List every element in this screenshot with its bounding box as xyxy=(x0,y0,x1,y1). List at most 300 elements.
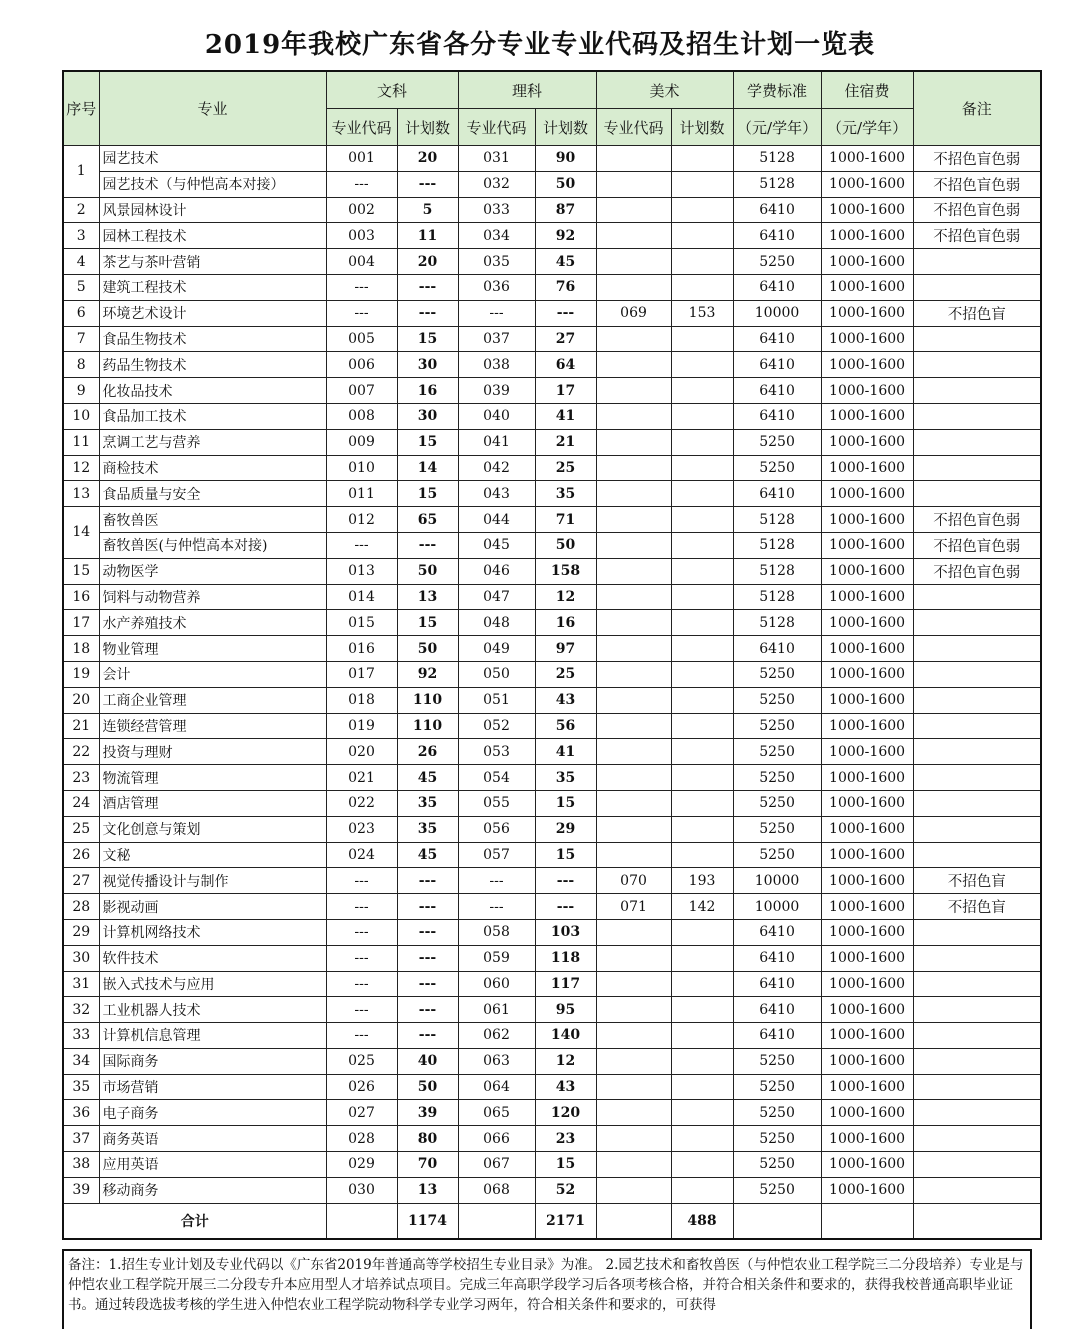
row-like-code: 059 xyxy=(458,945,535,971)
row-major-name: 工商企业管理 xyxy=(99,687,326,713)
row-major-name: 物业管理 xyxy=(99,636,326,662)
row-meishu-plan xyxy=(671,687,733,713)
row-meishu-plan xyxy=(671,223,733,249)
row-major-name: 畜牧兽医(与仲恺高本对接) xyxy=(99,532,326,558)
row-remark: 不招色盲色弱 xyxy=(913,558,1041,584)
row-remark xyxy=(913,765,1041,791)
row-like-plan: 92 xyxy=(535,223,596,249)
row-meishu-plan xyxy=(671,842,733,868)
row-tuition: 5250 xyxy=(733,661,821,687)
row-meishu-code xyxy=(596,352,671,378)
row-remark: 不招色盲 xyxy=(913,894,1041,920)
row-remark xyxy=(913,378,1041,404)
row-lodging: 1000-1600 xyxy=(821,558,913,584)
row-meishu-plan xyxy=(671,945,733,971)
row-seq: 12 xyxy=(63,455,99,481)
row-meishu-code xyxy=(596,1048,671,1074)
row-wenke-code: --- xyxy=(326,532,397,558)
table-row xyxy=(63,945,1041,971)
row-like-code: 060 xyxy=(458,971,535,997)
row-like-plan: 50 xyxy=(535,171,596,197)
row-seq: 24 xyxy=(63,790,99,816)
row-tuition: 6410 xyxy=(733,352,821,378)
table-row xyxy=(63,868,1041,894)
row-remark: 不招色盲色弱 xyxy=(913,197,1041,223)
row-major-name: 计算机信息管理 xyxy=(99,1023,326,1049)
row-seq: 29 xyxy=(63,919,99,945)
row-lodging: 1000-1600 xyxy=(821,765,913,791)
row-major-name: 市场营销 xyxy=(99,1074,326,1100)
row-remark xyxy=(913,971,1041,997)
row-tuition: 6410 xyxy=(733,1023,821,1049)
row-major-name: 国际商务 xyxy=(99,1048,326,1074)
row-tuition: 6410 xyxy=(733,919,821,945)
row-like-plan: 95 xyxy=(535,997,596,1023)
row-lodging: 1000-1600 xyxy=(821,1152,913,1178)
row-like-code: 065 xyxy=(458,1100,535,1126)
row-wenke-plan: 5 xyxy=(397,197,458,223)
row-seq: 8 xyxy=(63,352,99,378)
header-wenke-plan: 计划数 xyxy=(397,109,458,146)
notes-box: 备注：1.招生专业计划及专业代码以《广东省2019年普通高等学校招生专业目录》为准。 2.园艺技术和畜牧兽医（与仲恺农业工程学院三二分段培养）专业是与仲恺农业工程学院开展三二分段专升本应用型人才培养试点项目。完成三年高职学段学习后各项考核合格，并符合相关条件和要求的，获得我校普通高职毕业证书。通过转段选拔考核的学生进入仲恺农业工程学院动物科学专业学习两年，符合相关条件和要求的，可获得 xyxy=(62,1249,1032,1329)
row-wenke-plan: 50 xyxy=(397,558,458,584)
row-wenke-code: 016 xyxy=(326,636,397,662)
header-like: 理科 xyxy=(458,71,596,109)
table-row xyxy=(63,765,1041,791)
row-lodging: 1000-1600 xyxy=(821,507,913,533)
row-remark: 不招色盲色弱 xyxy=(913,171,1041,197)
row-lodging: 1000-1600 xyxy=(821,1048,913,1074)
row-major-name: 投资与理财 xyxy=(99,739,326,765)
row-seq: 18 xyxy=(63,636,99,662)
row-meishu-plan: 142 xyxy=(671,894,733,920)
row-seq: 2 xyxy=(63,197,99,223)
row-like-plan: 71 xyxy=(535,507,596,533)
table-row xyxy=(63,1126,1041,1152)
header-like-code: 专业代码 xyxy=(458,109,535,146)
row-meishu-code xyxy=(596,816,671,842)
row-wenke-code: 022 xyxy=(326,790,397,816)
row-tuition: 10000 xyxy=(733,894,821,920)
row-like-code: 067 xyxy=(458,1152,535,1178)
table-row xyxy=(63,919,1041,945)
row-major-name: 茶艺与茶叶营销 xyxy=(99,249,326,275)
row-wenke-plan: 15 xyxy=(397,481,458,507)
row-wenke-plan: 65 xyxy=(397,507,458,533)
row-wenke-plan: --- xyxy=(397,997,458,1023)
row-remark xyxy=(913,610,1041,636)
header-major: 专业 xyxy=(99,71,326,146)
row-meishu-plan xyxy=(671,919,733,945)
row-seq: 38 xyxy=(63,1152,99,1178)
row-wenke-code: --- xyxy=(326,300,397,326)
row-tuition: 5250 xyxy=(733,1177,821,1203)
row-remark xyxy=(913,739,1041,765)
row-seq: 5 xyxy=(63,274,99,300)
row-major-name: 计算机网络技术 xyxy=(99,919,326,945)
row-meishu-plan xyxy=(671,997,733,1023)
row-like-code: --- xyxy=(458,894,535,920)
row-lodging: 1000-1600 xyxy=(821,919,913,945)
row-like-plan: 35 xyxy=(535,481,596,507)
row-wenke-plan: --- xyxy=(397,171,458,197)
row-wenke-code: 013 xyxy=(326,558,397,584)
row-remark xyxy=(913,816,1041,842)
row-tuition: 5250 xyxy=(733,455,821,481)
row-like-plan: 158 xyxy=(535,558,596,584)
row-wenke-plan: 13 xyxy=(397,1177,458,1203)
row-like-code: 047 xyxy=(458,584,535,610)
row-seq: 6 xyxy=(63,300,99,326)
row-remark xyxy=(913,1023,1041,1049)
row-major-name: 烹调工艺与营养 xyxy=(99,429,326,455)
row-lodging: 1000-1600 xyxy=(821,584,913,610)
row-like-plan: 43 xyxy=(535,1074,596,1100)
row-remark xyxy=(913,713,1041,739)
row-meishu-code xyxy=(596,1074,671,1100)
row-like-code: 031 xyxy=(458,146,535,172)
row-meishu-code xyxy=(596,455,671,481)
row-seq: 11 xyxy=(63,429,99,455)
row-like-plan: 15 xyxy=(535,842,596,868)
row-remark xyxy=(913,661,1041,687)
row-lodging: 1000-1600 xyxy=(821,171,913,197)
row-meishu-plan xyxy=(671,429,733,455)
row-meishu-code xyxy=(596,971,671,997)
table-row xyxy=(63,481,1041,507)
row-meishu-plan xyxy=(671,765,733,791)
row-wenke-plan: 14 xyxy=(397,455,458,481)
row-like-plan: 23 xyxy=(535,1126,596,1152)
table-row xyxy=(63,507,1041,533)
row-wenke-plan: 39 xyxy=(397,1100,458,1126)
table-row xyxy=(63,146,1041,172)
row-wenke-plan: 70 xyxy=(397,1152,458,1178)
row-like-plan: 90 xyxy=(535,146,596,172)
row-like-code: 050 xyxy=(458,661,535,687)
row-meishu-plan xyxy=(671,636,733,662)
row-lodging: 1000-1600 xyxy=(821,481,913,507)
row-lodging: 1000-1600 xyxy=(821,997,913,1023)
row-lodging: 1000-1600 xyxy=(821,687,913,713)
row-wenke-code: 003 xyxy=(326,223,397,249)
row-like-plan: 12 xyxy=(535,584,596,610)
row-wenke-plan: 35 xyxy=(397,790,458,816)
row-major-name: 应用英语 xyxy=(99,1152,326,1178)
row-lodging: 1000-1600 xyxy=(821,816,913,842)
row-like-code: 036 xyxy=(458,274,535,300)
header-wenke-code: 专业代码 xyxy=(326,109,397,146)
row-tuition: 5128 xyxy=(733,558,821,584)
row-tuition: 10000 xyxy=(733,300,821,326)
header-lodging-unit: （元/学年） xyxy=(821,109,913,146)
row-meishu-code xyxy=(596,223,671,249)
row-meishu-code xyxy=(596,610,671,636)
row-seq: 34 xyxy=(63,1048,99,1074)
row-meishu-code xyxy=(596,171,671,197)
row-wenke-plan: 110 xyxy=(397,713,458,739)
row-lodging: 1000-1600 xyxy=(821,661,913,687)
table-row xyxy=(63,661,1041,687)
row-like-plan: 140 xyxy=(535,1023,596,1049)
row-like-code: 048 xyxy=(458,610,535,636)
row-meishu-code: 070 xyxy=(596,868,671,894)
table-row xyxy=(63,971,1041,997)
row-wenke-code: 019 xyxy=(326,713,397,739)
table-row xyxy=(63,636,1041,662)
row-meishu-plan: 153 xyxy=(671,300,733,326)
row-like-plan: 117 xyxy=(535,971,596,997)
row-seq: 13 xyxy=(63,481,99,507)
header-meishu-plan: 计划数 xyxy=(671,109,733,146)
row-remark xyxy=(913,429,1041,455)
row-tuition: 6410 xyxy=(733,223,821,249)
row-lodging: 1000-1600 xyxy=(821,274,913,300)
row-wenke-code: 006 xyxy=(326,352,397,378)
table-row xyxy=(63,997,1041,1023)
row-wenke-code: 008 xyxy=(326,403,397,429)
row-seq: 4 xyxy=(63,249,99,275)
row-major-name: 建筑工程技术 xyxy=(99,274,326,300)
row-seq: 3 xyxy=(63,223,99,249)
row-major-name: 饲料与动物营养 xyxy=(99,584,326,610)
row-seq: 15 xyxy=(63,558,99,584)
row-like-code: 046 xyxy=(458,558,535,584)
row-lodging: 1000-1600 xyxy=(821,455,913,481)
row-tuition: 5128 xyxy=(733,584,821,610)
row-major-name: 园林工程技术 xyxy=(99,223,326,249)
row-wenke-code: 018 xyxy=(326,687,397,713)
row-like-code: 068 xyxy=(458,1177,535,1203)
row-major-name: 水产养殖技术 xyxy=(99,610,326,636)
row-meishu-plan xyxy=(671,713,733,739)
row-remark xyxy=(913,790,1041,816)
row-meishu-plan xyxy=(671,816,733,842)
header-seq: 序号 xyxy=(63,71,99,146)
row-seq: 28 xyxy=(63,894,99,920)
row-meishu-plan xyxy=(671,558,733,584)
row-like-plan: 27 xyxy=(535,326,596,352)
row-like-code: 061 xyxy=(458,997,535,1023)
row-wenke-code: 001 xyxy=(326,146,397,172)
row-like-code: 053 xyxy=(458,739,535,765)
row-remark xyxy=(913,945,1041,971)
table-row xyxy=(63,584,1041,610)
row-tuition: 5250 xyxy=(733,842,821,868)
row-meishu-plan xyxy=(671,507,733,533)
table-row xyxy=(63,842,1041,868)
row-lodging: 1000-1600 xyxy=(821,1100,913,1126)
table-row xyxy=(63,816,1041,842)
row-remark xyxy=(913,636,1041,662)
row-meishu-code xyxy=(596,636,671,662)
row-lodging: 1000-1600 xyxy=(821,249,913,275)
row-meishu-code xyxy=(596,1152,671,1178)
row-tuition: 5250 xyxy=(733,249,821,275)
row-major-name: 风景园林设计 xyxy=(99,197,326,223)
row-tuition: 5250 xyxy=(733,687,821,713)
row-major-name: 影视动画 xyxy=(99,894,326,920)
row-remark xyxy=(913,455,1041,481)
row-like-plan: 16 xyxy=(535,610,596,636)
row-major-name: 会计 xyxy=(99,661,326,687)
table-row xyxy=(63,378,1041,404)
row-wenke-plan: 30 xyxy=(397,403,458,429)
row-meishu-code xyxy=(596,1126,671,1152)
header-wenke: 文科 xyxy=(326,71,458,109)
row-wenke-code: --- xyxy=(326,997,397,1023)
row-like-plan: 12 xyxy=(535,1048,596,1074)
row-meishu-plan xyxy=(671,661,733,687)
row-wenke-code: 020 xyxy=(326,739,397,765)
row-like-plan: 15 xyxy=(535,1152,596,1178)
row-like-code: 039 xyxy=(458,378,535,404)
table-row xyxy=(63,1074,1041,1100)
row-meishu-code xyxy=(596,1023,671,1049)
row-wenke-code: 009 xyxy=(326,429,397,455)
row-seq: 16 xyxy=(63,584,99,610)
row-meishu-plan xyxy=(671,378,733,404)
row-seq: 1 xyxy=(63,146,99,198)
row-wenke-code: --- xyxy=(326,919,397,945)
row-like-code: 043 xyxy=(458,481,535,507)
total-label: 合计 xyxy=(63,1203,326,1239)
row-wenke-plan: 15 xyxy=(397,610,458,636)
row-meishu-code xyxy=(596,558,671,584)
row-meishu-code xyxy=(596,997,671,1023)
row-wenke-code: 012 xyxy=(326,507,397,533)
row-lodging: 1000-1600 xyxy=(821,1126,913,1152)
row-meishu-plan: 193 xyxy=(671,868,733,894)
row-major-name: 物流管理 xyxy=(99,765,326,791)
row-remark xyxy=(913,326,1041,352)
row-lodging: 1000-1600 xyxy=(821,378,913,404)
row-major-name: 商务英语 xyxy=(99,1126,326,1152)
enrollment-plan-table xyxy=(62,70,1042,1240)
row-meishu-plan xyxy=(671,249,733,275)
row-remark: 不招色盲色弱 xyxy=(913,223,1041,249)
row-tuition: 5250 xyxy=(733,739,821,765)
row-lodging: 1000-1600 xyxy=(821,429,913,455)
row-lodging: 1000-1600 xyxy=(821,971,913,997)
table-row xyxy=(63,1023,1041,1049)
table-row xyxy=(63,274,1041,300)
row-lodging: 1000-1600 xyxy=(821,1023,913,1049)
row-major-name: 文秘 xyxy=(99,842,326,868)
header-lodging: 住宿费 xyxy=(821,71,913,109)
row-meishu-code xyxy=(596,326,671,352)
row-major-name: 动物医学 xyxy=(99,558,326,584)
row-like-code: 034 xyxy=(458,223,535,249)
row-wenke-plan: --- xyxy=(397,532,458,558)
row-meishu-code xyxy=(596,507,671,533)
row-meishu-plan xyxy=(671,352,733,378)
row-wenke-plan: --- xyxy=(397,274,458,300)
row-like-code: 064 xyxy=(458,1074,535,1100)
row-wenke-plan: 20 xyxy=(397,249,458,275)
row-wenke-code: --- xyxy=(326,894,397,920)
row-meishu-code xyxy=(596,429,671,455)
row-meishu-plan xyxy=(671,403,733,429)
row-lodging: 1000-1600 xyxy=(821,1177,913,1203)
row-meishu-code xyxy=(596,378,671,404)
row-remark xyxy=(913,687,1041,713)
row-tuition: 6410 xyxy=(733,997,821,1023)
row-wenke-plan: 20 xyxy=(397,146,458,172)
row-seq: 36 xyxy=(63,1100,99,1126)
row-seq: 19 xyxy=(63,661,99,687)
row-tuition: 5128 xyxy=(733,610,821,636)
row-remark: 不招色盲色弱 xyxy=(913,507,1041,533)
row-like-plan: 118 xyxy=(535,945,596,971)
row-wenke-plan: 13 xyxy=(397,584,458,610)
row-meishu-code xyxy=(596,146,671,172)
row-like-plan: --- xyxy=(535,300,596,326)
row-major-name: 文化创意与策划 xyxy=(99,816,326,842)
row-remark xyxy=(913,1126,1041,1152)
row-meishu-plan xyxy=(671,532,733,558)
table-row xyxy=(63,713,1041,739)
row-major-name: 工业机器人技术 xyxy=(99,997,326,1023)
row-major-name: 化妆品技术 xyxy=(99,378,326,404)
table-row xyxy=(63,352,1041,378)
row-meishu-plan xyxy=(671,790,733,816)
row-remark: 不招色盲 xyxy=(913,300,1041,326)
row-wenke-code: 015 xyxy=(326,610,397,636)
row-like-plan: 76 xyxy=(535,274,596,300)
row-tuition: 6410 xyxy=(733,481,821,507)
row-major-name: 电子商务 xyxy=(99,1100,326,1126)
row-seq: 33 xyxy=(63,1023,99,1049)
row-wenke-code: 002 xyxy=(326,197,397,223)
row-major-name: 软件技术 xyxy=(99,945,326,971)
row-meishu-plan xyxy=(671,971,733,997)
row-wenke-code: 005 xyxy=(326,326,397,352)
row-meishu-plan xyxy=(671,1152,733,1178)
row-wenke-code: 023 xyxy=(326,816,397,842)
table-row xyxy=(63,223,1041,249)
row-remark xyxy=(913,274,1041,300)
row-wenke-plan: 110 xyxy=(397,687,458,713)
row-meishu-code xyxy=(596,249,671,275)
row-wenke-plan: 45 xyxy=(397,842,458,868)
row-like-code: 045 xyxy=(458,532,535,558)
header-meishu: 美术 xyxy=(596,71,733,109)
row-tuition: 6410 xyxy=(733,945,821,971)
row-remark: 不招色盲色弱 xyxy=(913,146,1041,172)
row-lodging: 1000-1600 xyxy=(821,945,913,971)
row-tuition: 5250 xyxy=(733,1048,821,1074)
row-wenke-code: 024 xyxy=(326,842,397,868)
row-wenke-code: 025 xyxy=(326,1048,397,1074)
row-meishu-plan xyxy=(671,326,733,352)
row-seq: 10 xyxy=(63,403,99,429)
table-row xyxy=(63,403,1041,429)
table-row xyxy=(63,894,1041,920)
row-like-code: 062 xyxy=(458,1023,535,1049)
row-like-plan: 29 xyxy=(535,816,596,842)
row-like-code: 033 xyxy=(458,197,535,223)
row-seq: 31 xyxy=(63,971,99,997)
row-like-code: 044 xyxy=(458,507,535,533)
row-tuition: 10000 xyxy=(733,868,821,894)
row-like-code: 032 xyxy=(458,171,535,197)
row-meishu-code xyxy=(596,919,671,945)
page-title: 2019年我校广东省各分专业专业代码及招生计划一览表 xyxy=(204,30,876,60)
row-tuition: 6410 xyxy=(733,971,821,997)
row-wenke-plan: 35 xyxy=(397,816,458,842)
table-row xyxy=(63,171,1041,197)
